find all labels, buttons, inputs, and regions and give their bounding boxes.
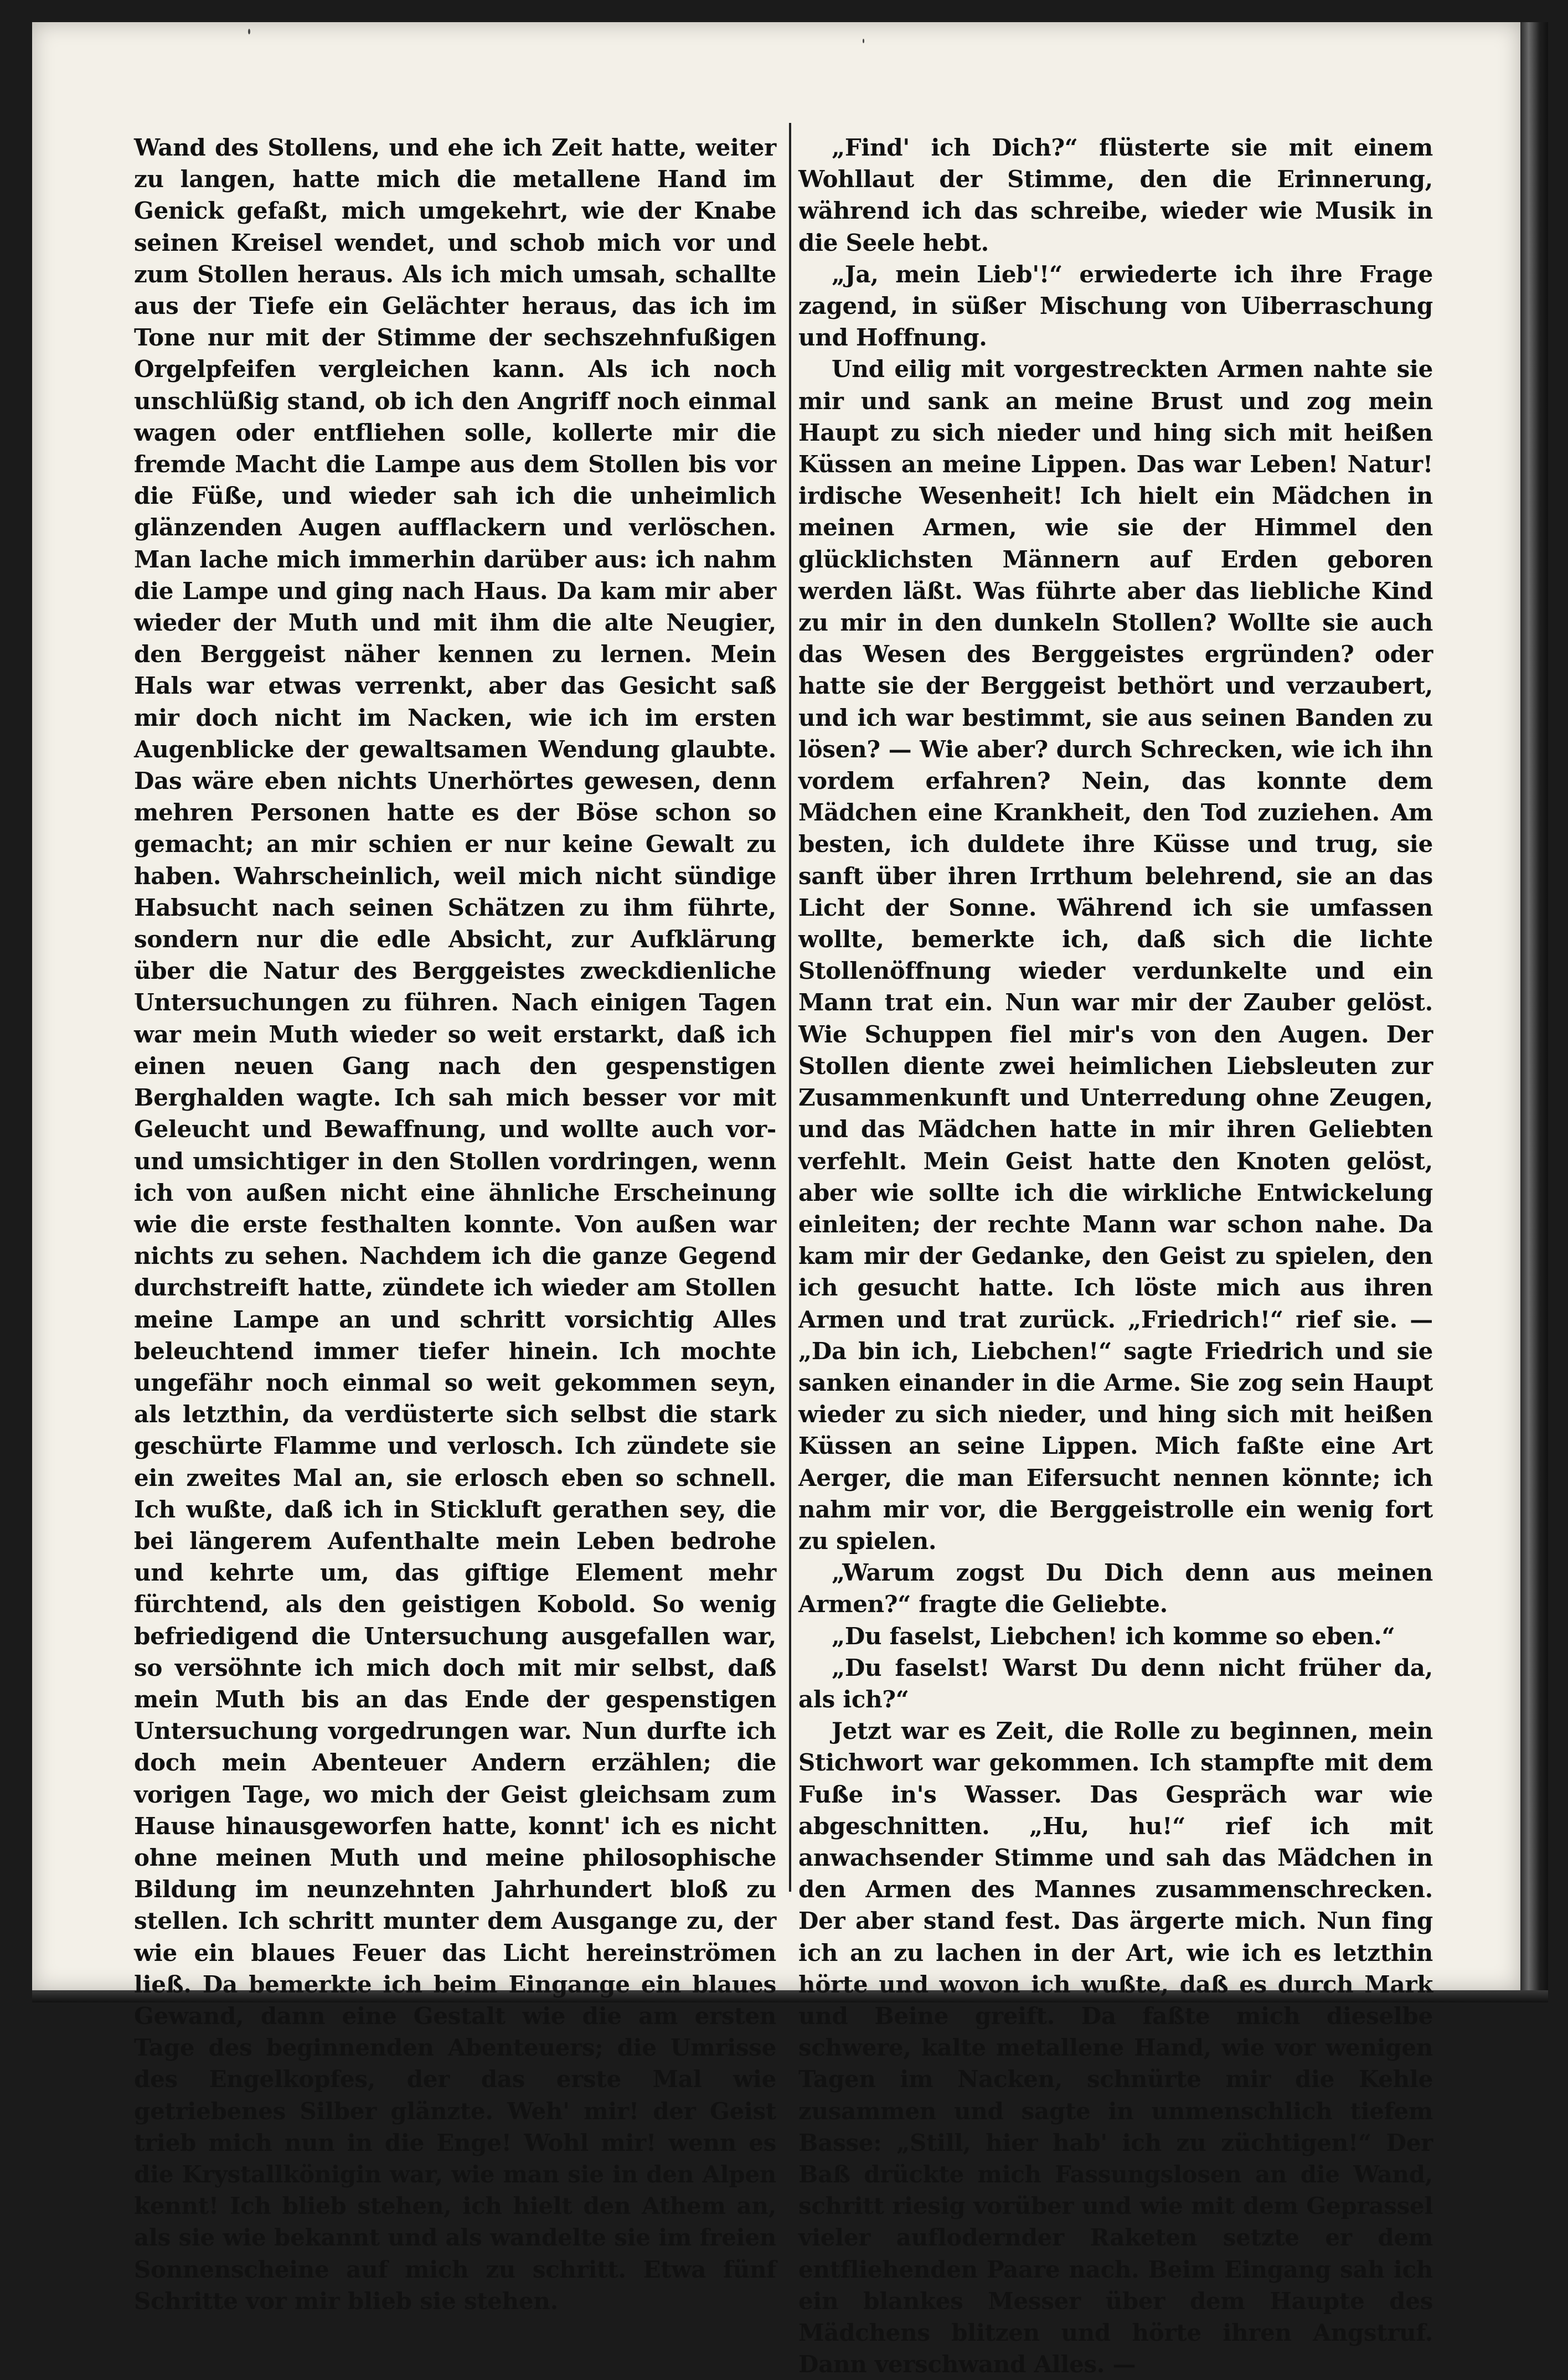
right-column: [798, 132, 1433, 2380]
ink-speck: [248, 29, 250, 34]
right-paragraph-5: „Du faselst, Liebchen! ich komme so eben.“: [832, 1622, 1395, 1650]
column-divider-rule: [789, 123, 791, 1892]
right-paragraph-3: Und eilig mit vorgestreckten Armen nahte sie mir und sank an meine Brust und zog mein Haupt zu sich nieder und hing sich mit heißen Küssen an meine Lippen. Das war Leben! Natur! irdische Wesenheit! Ich hielt ein Mädchen in meinen Armen, wie sie der Himmel den glücklichsten Männern auf Erden geboren werden läßt. Was führte aber das liebliche Kind zu mir in den dunkeln Stollen? Wollte sie auch das Wesen des Berggeistes ergründen? oder hatte sie der Berggeist bethört und verzaubert, und ich war bestimmt, sie aus seinen Banden zu lösen? — Wie aber? durch Schrecken, wie ich ihn vordem erfahren? Nein, das konnte dem Mädchen eine Krankheit, den Tod zuziehen. Am besten, ich duldete ihre Küsse und trug, sie sanft über ihren Irrthum belehrend, sie an das Licht der Sonne. Während ich sie umfassen wollte, bemerkte ich, daß sich die lichte Stollenöffnung wieder verdunkelte und ein Mann trat ein. Nun war mir der Zauber gelöst. Wie Schuppen fiel mir's von den Augen. Der Stollen diente zwei heimlichen Liebsleuten zur Zusammenkunft und Unterredung ohne Zeugen, und das Mädchen hatte in mir ihren Geliebten verfehlt. Mein Geist hatte den Knoten gelöst, aber wie sollte ich die wirkliche Entwickelung einleiten; der rechte Mann war schon nahe. Da kam mir der Gedanke, den Geist zu spielen, den ich gesucht hatte. Ich löste mich aus ihren Armen und trat zurück. „Friedrich!“ rief sie. — „Da bin ich, Liebchen!“ sagte Friedrich und sie sanken einander in die Arme. Sie zog sein Haupt wieder zu sich nieder, und hing sich mit heißen Küssen an seine Lippen. Mich faßte eine Art Aerger, die man Eifersucht nennen könnte; ich nahm mir vor, die Berggeistrolle ein wenig fort zu spielen.: [798, 355, 1433, 1555]
page-edge-right: [1520, 22, 1548, 1990]
right-paragraph-7: Jetzt war es Zeit, die Rolle zu beginnen, mein Stichwort war gekommen. Ich stampfte mit dem Fuße in's Wasser. Das Gespräch war wie abgeschnitten. „Hu, hu!“ rief ich mit anwachsender Stimme und sah das Mädchen in den Armen des Mannes zusammenschrecken. Der aber stand fest. Das ärgerte mich. Nun fing ich an zu lachen in der Art, wie ich es letzthin hörte und wovon ich wußte, daß es durch Mark und Beine greift. Da faßte mich dieselbe schwere, kalte metallene Hand, wie vor wenigen Tagen im Nacken, schnürte mir die Kehle zusammen und sagte in unmenschlich tiefem Basse: „Still, hier hab' ich zu züchtigen!“ Der Baß drückte mich Fassungslosen an die Wand, schritt riesig vorüber und wie mit dem Geprassel vieler auflodernder Raketen setzte er dem entfliehenden Paare nach. Beim Eingang sah ich ein blankes Messer über dem Haupte des Mädchens blitzen und hörte ihren Angstruf. Dann verschwand Alles. —: [798, 1717, 1433, 2378]
right-paragraph-1: „Find' ich Dich?“ flüsterte sie mit einem Wohllaut der Stimme, den die Erinnerung, während ich das schreibe, wieder wie Musik in die Seele hebt.: [798, 134, 1433, 256]
left-column: [134, 132, 776, 2317]
right-paragraph-6: „Du faselst! Warst Du denn nicht früher da, als ich?“: [798, 1654, 1433, 1713]
right-paragraph-2: „Ja, mein Lieb'!“ erwiederte ich ihre Frage zagend, in süßer Mischung von Uiberraschung und Hoffnung.: [798, 260, 1433, 352]
ink-speck: [863, 39, 864, 43]
right-paragraph-4: „Warum zogst Du Dich denn aus meinen Armen?“ fragte die Geliebte.: [798, 1559, 1433, 1618]
left-paragraph-1: Wand des Stollens, und ehe ich Zeit hatte, weiter zu langen, hatte mich die metallene Hand im Genick gefaßt, mich umgekehrt, wie der Knabe seinen Kreisel wendet, und schob mich vor und zum Stollen heraus. Als ich mich umsah, schallte aus der Tiefe ein Gelächter heraus, das ich im Tone nur mit der Stimme der sechszehnfußigen Orgelpfeifen vergleichen kann. Als ich noch unschlüßig stand, ob ich den Angriff noch einmal wagen oder entfliehen solle, kollerte mir die fremde Macht die Lampe aus dem Stollen bis vor die Füße, und wieder sah ich die unheimlich glänzenden Augen aufflackern und verlöschen. Man lache mich immerhin darüber aus: ich nahm die Lampe und ging nach Haus. Da kam mir aber wieder der Muth und mit ihm die alte Neugier, den Berggeist näher kennen zu lernen. Mein Hals war etwas verrenkt, aber das Gesicht saß mir doch nicht im Nacken, wie ich im ersten Augenblicke der gewaltsamen Wendung glaubte. Das wäre eben nichts Unerhörtes gewesen, denn mehren Personen hatte es der Böse schon so gemacht; an mir schien er nur keine Gewalt zu haben. Wahrscheinlich, weil mich nicht sündige Habsucht nach seinen Schätzen zu ihm führte, sondern nur die edle Absicht, zur Aufklärung über die Natur des Berggeistes zweckdienliche Untersuchungen zu führen. Nach einigen Tagen war mein Muth wieder so weit erstarkt, daß ich einen neuen Gang nach den gespenstigen Berghalden wagte. Ich sah mich besser vor mit Geleucht und Bewaffnung, und wollte auch vor- und umsichtiger in den Stollen vordringen, wenn ich von außen nicht eine ähnliche Erscheinung wie die erste festhalten konnte. Von außen war nichts zu sehen. Nachdem ich die ganze Gegend durchstreift hatte, zündete ich wieder am Stollen meine Lampe an und schritt vorsichtig Alles beleuchtend immer tiefer hinein. Ich mochte ungefähr noch einmal so weit gekommen seyn, als letzthin, da verdüsterte sich selbst die stark geschürte Flamme und verlosch. Ich zündete sie ein zweites Mal an, sie erlosch eben so schnell. Ich wußte, daß ich in Stickluft gerathen sey, die bei längerem Aufenthalte mein Leben bedrohe und kehrte um, das giftige Element mehr fürchtend, als den geistigen Kobold. So wenig befriedigend die Untersuchung ausgefallen war, so versöhnte ich mich doch mit mir selbst, daß mein Muth bis an das Ende der gespenstigen Untersuchung vorgedrungen war. Nun durfte ich doch mein Abenteuer Andern erzählen; die vorigen Tage, wo mich der Geist gleichsam zum Hause hinausgeworfen hatte, konnt' ich es nicht ohne meinen Muth und meine philosophische Bildung im neunzehnten Jahrhundert bloß zu stellen. Ich schritt munter dem Ausgange zu, der wie ein blaues Feuer das Licht hereinströmen ließ. Da bemerkte ich beim Eingange ein blaues Gewand, dann eine Gestalt wie die am ersten Tage des beginnenden Abenteuers; die Umrisse des Engelkopfes, der das erste Mal wie getriebenes Silber glänzte. Weh' mir! der Geist trieb mich nun in die Enge! Wohl mir! wenn es die Krystallkönigin war, wie man sie in den Alpen kennt! Ich blieb stehen, ich hielt den Athem an, als sie wie bekannt und als wandelte sie im freien Sonnenscheine auf mich zu schritt. Etwa fünf Schritte vor mir blieb sie stehen.: [134, 134, 776, 2315]
